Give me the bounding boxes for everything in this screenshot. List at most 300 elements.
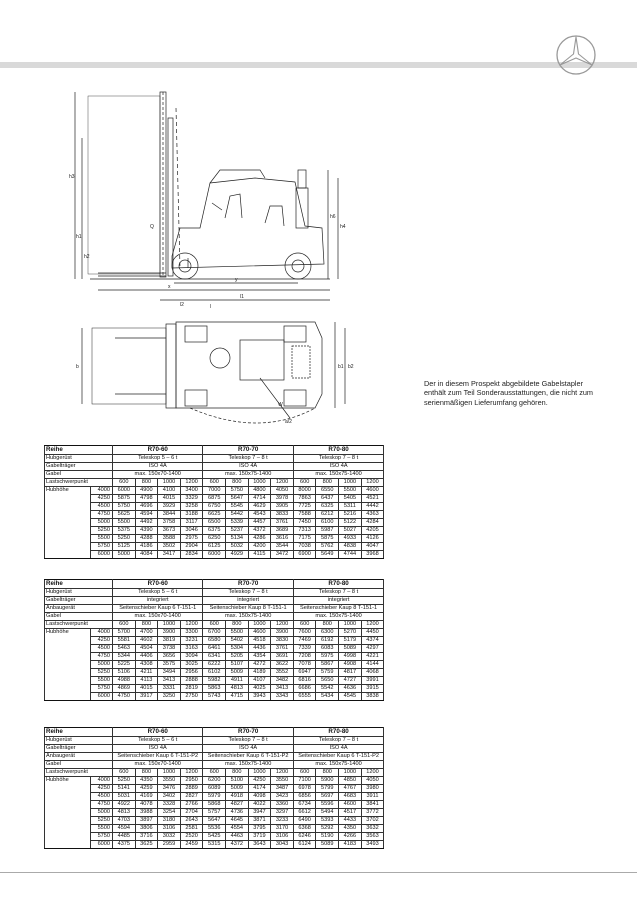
load-centre-row: [45, 479, 384, 487]
capacity-cell: 5545: [226, 503, 249, 511]
capacity-cell: 3830: [271, 637, 294, 645]
capacity-cell: 5649: [316, 551, 339, 559]
capacity-cell: 4433: [339, 817, 362, 825]
capacity-cell: 5250: [113, 777, 136, 785]
load-centre-value: 1000: [158, 479, 181, 487]
capacity-cell: 4715: [226, 693, 249, 701]
dim-label-h1: h1: [76, 234, 82, 240]
dim-label-h2: h2: [84, 254, 90, 260]
capacity-cell: 7600: [293, 629, 316, 637]
capacity-cell: 4463: [226, 833, 249, 841]
capacity-cell: 4696: [135, 503, 158, 511]
capacity-cell: 4115: [248, 551, 271, 559]
lift-height-label: [45, 495, 91, 503]
capacity-cell: 4363: [361, 511, 384, 519]
spec-label: Gabelträger: [45, 463, 113, 471]
load-centre-value: 800: [316, 621, 339, 629]
capacity-cell: 5647: [226, 495, 249, 503]
capacity-cell: 3025: [180, 661, 203, 669]
capacity-cell: 5700: [113, 629, 136, 637]
capacity-cell: 3402: [158, 793, 181, 801]
spec-row: [45, 753, 384, 761]
capacity-table-1: [44, 445, 384, 559]
capacity-cell: 3360: [271, 801, 294, 809]
load-centre-value: 1200: [271, 479, 294, 487]
lift-height-label: Hubhöhe: [45, 487, 91, 495]
table-row: [45, 645, 384, 653]
lift-height-value: 4500: [91, 645, 113, 653]
capacity-cell: 3163: [180, 645, 203, 653]
load-centre-value: 800: [226, 479, 249, 487]
capacity-cell: 4594: [135, 511, 158, 519]
capacity-cell: 6192: [316, 637, 339, 645]
capacity-cell: 5375: [113, 527, 136, 535]
spec-value: Seitenschieber Kaup 6 T-151-P2: [203, 753, 293, 761]
capacity-cell: 6612: [293, 809, 316, 817]
spec-row: [45, 463, 384, 471]
capacity-cell: 3494: [158, 669, 181, 677]
capacity-cell: 5270: [339, 629, 362, 637]
capacity-cell: 6341: [203, 653, 226, 661]
capacity-cell: 3550: [271, 777, 294, 785]
capacity-cell: 2643: [180, 817, 203, 825]
capacity-cell: 3417: [158, 551, 181, 559]
table-row: [45, 817, 384, 825]
load-centre-value: 800: [226, 769, 249, 777]
capacity-cell: 3180: [158, 817, 181, 825]
capacity-cell: 3300: [180, 629, 203, 637]
capacity-cell: 3258: [180, 503, 203, 511]
capacity-cell: 3844: [158, 511, 181, 519]
capacity-cell: 3094: [180, 653, 203, 661]
capacity-cell: 4050: [271, 487, 294, 495]
capacity-cell: 4100: [158, 487, 181, 495]
model-header: R70-70: [203, 580, 293, 589]
model-header: R70-70: [203, 446, 293, 455]
capacity-cell: 2975: [180, 535, 203, 543]
capacity-cell: 4554: [226, 825, 249, 833]
capacity-cell: 4374: [361, 637, 384, 645]
capacity-cell: 4767: [339, 785, 362, 793]
capacity-cell: 5190: [316, 833, 339, 841]
capacity-cell: 4169: [135, 793, 158, 801]
forklift-dimension-drawing: [60, 78, 400, 426]
spec-value: Teleskop 5 – 6 t: [113, 589, 203, 597]
capacity-cell: 3689: [271, 527, 294, 535]
dim-label-l2: l2: [180, 302, 184, 308]
spec-row: [45, 745, 384, 753]
capacity-cell: 4838: [339, 543, 362, 551]
header-band: [0, 62, 637, 68]
table-row: [45, 693, 384, 701]
capacity-cell: 3413: [158, 677, 181, 685]
capacity-cell: 8000: [293, 487, 316, 495]
lift-height-value: 4000: [91, 629, 113, 637]
lift-height-value: 6000: [91, 841, 113, 849]
load-centre-value: 800: [316, 769, 339, 777]
lift-height-value: 5000: [91, 661, 113, 669]
load-centre-value: 1200: [180, 621, 203, 629]
capacity-cell: 6102: [203, 669, 226, 677]
capacity-cell: 7313: [293, 527, 316, 535]
capacity-cell: 3588: [158, 535, 181, 543]
capacity-cell: 2459: [180, 841, 203, 849]
spec-value: max. 150x75-1400: [293, 613, 383, 621]
table-row: [45, 801, 384, 809]
capacity-cell: 5250: [113, 535, 136, 543]
spec-value: Seitenschieber Kaup 6 T-151-P2: [113, 753, 203, 761]
capacity-cell: 5762: [316, 543, 339, 551]
load-centre-value: 1000: [158, 621, 181, 629]
capacity-cell: 5304: [226, 645, 249, 653]
capacity-cell: 3968: [361, 551, 384, 559]
table-row: [45, 487, 384, 495]
capacity-cell: 4286: [248, 535, 271, 543]
load-centre-value: 600: [293, 479, 316, 487]
capacity-cell: 5987: [316, 527, 339, 535]
capacity-cell: 6100: [316, 519, 339, 527]
capacity-cell: 4084: [135, 551, 158, 559]
model-header: R70-60: [113, 580, 203, 589]
capacity-cell: 5402: [226, 637, 249, 645]
capacity-cell: 6555: [293, 693, 316, 701]
load-centre-value: 1200: [271, 769, 294, 777]
capacity-cell: 4602: [135, 637, 158, 645]
lift-height-label: [45, 637, 91, 645]
lift-height-label: [45, 833, 91, 841]
capacity-cell: 2888: [180, 677, 203, 685]
load-centre-value: 1000: [248, 479, 271, 487]
capacity-cell: 4308: [135, 661, 158, 669]
capacity-cell: 5000: [113, 551, 136, 559]
capacity-cell: 5106: [113, 669, 136, 677]
capacity-cell: 5500: [113, 519, 136, 527]
table-row: [45, 653, 384, 661]
capacity-cell: 5205: [226, 653, 249, 661]
lift-height-label: [45, 661, 91, 669]
capacity-cell: 3032: [158, 833, 181, 841]
capacity-cell: 3043: [271, 841, 294, 849]
capacity-cell: 4372: [248, 527, 271, 535]
table-row: [45, 841, 384, 849]
capacity-cell: 4629: [248, 503, 271, 511]
lift-height-label: [45, 809, 91, 817]
load-centre-row: [45, 769, 384, 777]
capacity-cell: 3188: [180, 511, 203, 519]
model-header: R70-60: [113, 728, 203, 737]
capacity-cell: 5647: [203, 817, 226, 825]
capacity-cell: 5134: [226, 535, 249, 543]
table-row: [45, 543, 384, 551]
capacity-cell: 4272: [248, 661, 271, 669]
capacity-cell: 3254: [158, 809, 181, 817]
capacity-cell: 4988: [113, 677, 136, 685]
lift-height-value: 5750: [91, 685, 113, 693]
model-header: R70-70: [203, 728, 293, 737]
capacity-cell: 6900: [293, 551, 316, 559]
table-row: [45, 777, 384, 785]
capacity-cell: 6222: [203, 661, 226, 669]
load-centre-value: 1000: [339, 769, 362, 777]
capacity-cell: 6368: [293, 825, 316, 833]
capacity-cell: 3117: [180, 519, 203, 527]
table-row: [45, 785, 384, 793]
capacity-cell: 6978: [293, 785, 316, 793]
capacity-cell: 5625: [113, 511, 136, 519]
capacity-cell: 6686: [293, 685, 316, 693]
lift-height-value: 5000: [91, 519, 113, 527]
capacity-cell: 4600: [248, 629, 271, 637]
capacity-cell: 4025: [248, 685, 271, 693]
table-row: [45, 495, 384, 503]
capacity-cell: 4683: [339, 793, 362, 801]
capacity-cell: 4750: [113, 693, 136, 701]
capacity-cell: 5799: [316, 785, 339, 793]
capacity-cell: 3838: [361, 693, 384, 701]
capacity-cell: 5975: [316, 653, 339, 661]
capacity-cell: 4545: [339, 693, 362, 701]
dim-label-h3: h3: [69, 174, 75, 180]
lift-height-label: [45, 519, 91, 527]
capacity-cell: 2889: [180, 785, 203, 793]
capacity-cell: 6083: [316, 645, 339, 653]
capacity-cell: 3691: [271, 653, 294, 661]
lift-height-label: [45, 543, 91, 551]
capacity-cell: 4600: [361, 487, 384, 495]
dim-label-q: Q: [150, 224, 154, 230]
capacity-cell: 5900: [316, 777, 339, 785]
load-centre-label: Lastschwerpunkt: [45, 769, 113, 777]
dim-label-y: y: [235, 277, 238, 283]
spec-value: ISO 4A: [113, 463, 203, 471]
capacity-cell: 6700: [203, 629, 226, 637]
capacity-cell: 4050: [361, 777, 384, 785]
capacity-cell: 3400: [180, 487, 203, 495]
capacity-cell: 4869: [113, 685, 136, 693]
capacity-cell: 6250: [203, 535, 226, 543]
capacity-cell: 3947: [248, 809, 271, 817]
capacity-cell: 7469: [293, 637, 316, 645]
capacity-table-2: [44, 579, 384, 701]
capacity-cell: 5027: [339, 527, 362, 535]
capacity-cell: 5315: [203, 841, 226, 849]
capacity-cell: 2950: [180, 777, 203, 785]
spec-value: Teleskop 5 – 6 t: [113, 737, 203, 745]
spec-value: Seitenschieber Kaup 8 T-151-1: [203, 605, 293, 613]
capacity-cell: 4174: [248, 785, 271, 793]
dim-label-b: b: [76, 364, 79, 370]
dim-label-h4: h4: [340, 224, 346, 230]
capacity-cell: 4827: [226, 801, 249, 809]
capacity-cell: 5225: [113, 661, 136, 669]
lift-height-label: [45, 653, 91, 661]
spec-row: [45, 737, 384, 745]
capacity-cell: 4098: [248, 793, 271, 801]
lift-height-label: [45, 645, 91, 653]
capacity-cell: 2834: [180, 551, 203, 559]
capacity-cell: 6734: [293, 801, 316, 809]
capacity-cell: 4998: [339, 653, 362, 661]
load-centre-value: 600: [203, 769, 226, 777]
capacity-cell: 3331: [158, 685, 181, 693]
capacity-cell: 5500: [226, 629, 249, 637]
table-row: [45, 809, 384, 817]
capacity-cell: 2581: [180, 825, 203, 833]
spec-row: [45, 471, 384, 479]
lift-height-label: Hubhöhe: [45, 629, 91, 637]
table-row: [45, 677, 384, 685]
capacity-cell: 3472: [271, 551, 294, 559]
capacity-cell: 6000: [113, 487, 136, 495]
load-centre-value: 1000: [339, 479, 362, 487]
rear-wheel: [285, 253, 311, 279]
capacity-cell: 5463: [113, 645, 136, 653]
spec-value: ISO 4A: [203, 463, 293, 471]
capacity-cell: 4442: [361, 503, 384, 511]
load-centre-value: 600: [203, 621, 226, 629]
table-row: [45, 535, 384, 543]
capacity-cell: 3761: [271, 645, 294, 653]
capacity-cell: 4068: [361, 669, 384, 677]
lift-height-value: 6000: [91, 551, 113, 559]
load-centre-value: 600: [113, 479, 136, 487]
load-centre-value: 1200: [361, 769, 384, 777]
capacity-cell: 3656: [158, 653, 181, 661]
spec-value: max. 150x75-1400: [293, 471, 383, 479]
capacity-cell: 5542: [316, 685, 339, 693]
capacity-cell: 6200: [203, 777, 226, 785]
footnote-text: Der in diesem Prospekt abgebildete Gabelstapler enthält zum Teil Sonderausstattungen, die nicht zum serienmäßigen Lieferumfang gehören.: [424, 379, 594, 407]
capacity-cell: 7208: [293, 653, 316, 661]
capacity-cell: 3806: [135, 825, 158, 833]
capacity-cell: 5750: [226, 487, 249, 495]
spec-value: Seitenschieber Kaup 8 T-151-1: [293, 605, 383, 613]
lift-height-value: 5750: [91, 543, 113, 551]
load-centre-value: 1200: [180, 769, 203, 777]
capacity-cell: 5581: [113, 637, 136, 645]
capacity-cell: 6625: [203, 511, 226, 519]
table-row: [45, 511, 384, 519]
capacity-cell: 4744: [339, 551, 362, 559]
spec-value: Teleskop 7 – 8 t: [293, 737, 383, 745]
capacity-cell: 4126: [361, 535, 384, 543]
capacity-cell: 3552: [271, 669, 294, 677]
capacity-cell: 3046: [180, 527, 203, 535]
capacity-cell: 4205: [361, 527, 384, 535]
spec-row: [45, 761, 384, 769]
capacity-cell: 4211: [135, 669, 158, 677]
spec-label: Hubgerüst: [45, 737, 113, 745]
capacity-cell: 3795: [248, 825, 271, 833]
capacity-cell: 5863: [203, 685, 226, 693]
lift-height-label: Hubhöhe: [45, 777, 91, 785]
mercedes-star-icon: [554, 33, 598, 77]
capacity-cell: 5089: [316, 841, 339, 849]
capacity-cell: 4022: [248, 801, 271, 809]
capacity-cell: 2766: [180, 801, 203, 809]
capacity-cell: 5982: [203, 677, 226, 685]
capacity-cell: 4517: [339, 809, 362, 817]
capacity-cell: 3991: [361, 677, 384, 685]
lift-height-value: 5500: [91, 825, 113, 833]
capacity-cell: 4798: [135, 495, 158, 503]
capacity-cell: 3632: [361, 825, 384, 833]
spec-row: [45, 605, 384, 613]
series-label: Reihe: [45, 580, 113, 589]
capacity-cell: 6500: [203, 519, 226, 527]
capacity-cell: 2520: [180, 833, 203, 841]
spec-label: Gabel: [45, 613, 113, 621]
capacity-cell: 6580: [203, 637, 226, 645]
capacity-cell: 3343: [271, 693, 294, 701]
capacity-cell: 3106: [158, 825, 181, 833]
table-row: [45, 519, 384, 527]
capacity-cell: 3231: [180, 637, 203, 645]
capacity-cell: 5596: [316, 801, 339, 809]
capacity-cell: 4813: [113, 809, 136, 817]
spec-value: max. 150x75-1400: [293, 761, 383, 769]
capacity-cell: 3978: [271, 495, 294, 503]
capacity-cell: 2819: [180, 685, 203, 693]
dim-label-x: x: [168, 284, 171, 290]
capacity-cell: 5009: [226, 785, 249, 793]
table-row: [45, 833, 384, 841]
capacity-cell: 3900: [271, 629, 294, 637]
capacity-cell: 4266: [339, 833, 362, 841]
lift-height-value: 4000: [91, 487, 113, 495]
capacity-cell: 3897: [135, 817, 158, 825]
capacity-cell: 5032: [226, 543, 249, 551]
capacity-cell: 7175: [293, 535, 316, 543]
capacity-cell: 5875: [316, 535, 339, 543]
capacity-cell: 2956: [180, 669, 203, 677]
capacity-cell: 6089: [203, 785, 226, 793]
table-row: [45, 629, 384, 637]
capacity-cell: 4259: [135, 785, 158, 793]
lift-height-value: 4250: [91, 637, 113, 645]
capacity-cell: 6000: [203, 551, 226, 559]
capacity-cell: 4703: [113, 817, 136, 825]
capacity-cell: 3716: [135, 833, 158, 841]
spec-label: Gabelträger: [45, 745, 113, 753]
capacity-cell: 4813: [226, 685, 249, 693]
dim-label-b2: b2: [348, 364, 354, 370]
lift-height-value: 4750: [91, 653, 113, 661]
load-centre-value: 800: [226, 621, 249, 629]
capacity-cell: 5122: [339, 519, 362, 527]
load-centre-value: 600: [203, 479, 226, 487]
spec-label: Anbaugerät: [45, 753, 113, 761]
capacity-cell: 4504: [135, 645, 158, 653]
capacity-table-3: [44, 727, 384, 849]
capacity-cell: 4817: [339, 669, 362, 677]
capacity-cell: 5179: [339, 637, 362, 645]
model-header: R70-60: [113, 446, 203, 455]
capacity-cell: 6947: [293, 669, 316, 677]
capacity-cell: 5743: [203, 693, 226, 701]
capacity-cell: 5536: [203, 825, 226, 833]
capacity-cell: 5311: [339, 503, 362, 511]
capacity-cell: 6856: [293, 793, 316, 801]
lift-height-label: [45, 535, 91, 543]
table-row: [45, 637, 384, 645]
lift-height-value: 5250: [91, 669, 113, 677]
footer-rule: [0, 872, 637, 873]
spec-label: Gabel: [45, 761, 113, 769]
lift-height-value: 5000: [91, 809, 113, 817]
capacity-cell: 5867: [316, 661, 339, 669]
dim-label-a2: a/2: [285, 419, 292, 425]
